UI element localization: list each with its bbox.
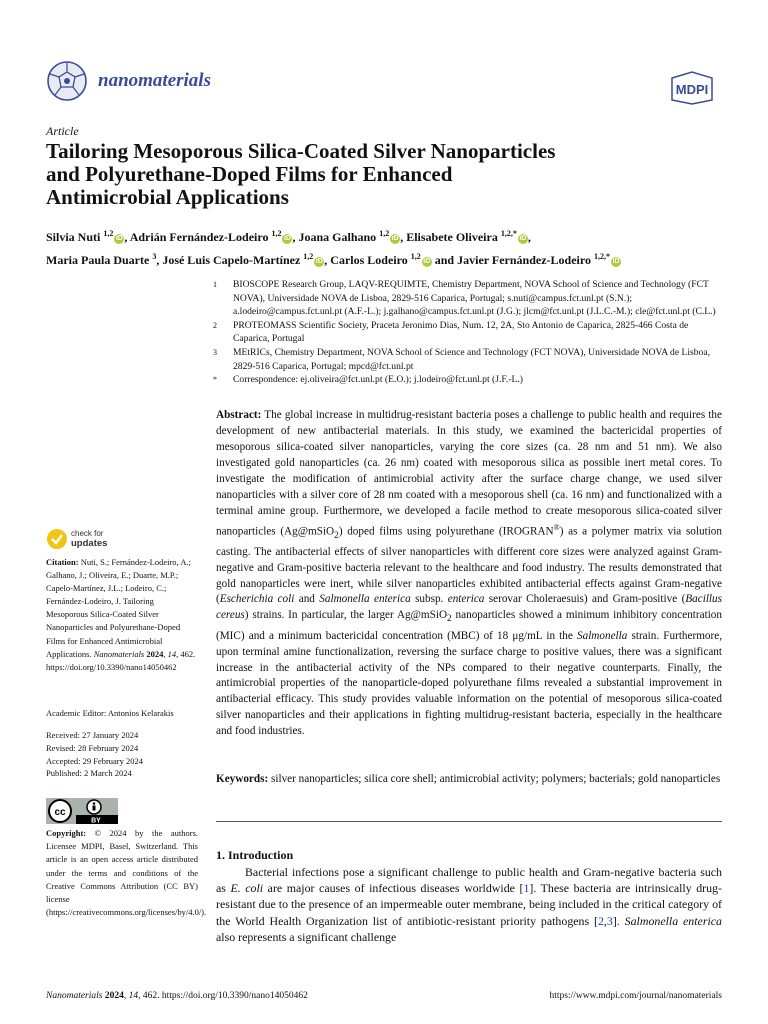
body-text: also represents a significant challenge (216, 929, 397, 944)
orcid-icon[interactable]: iD (519, 235, 527, 242)
affiliation-mark: 1 (213, 280, 217, 289)
subscript: 2 (334, 530, 339, 541)
keywords-text: silver nanoparticles; silica core shell; antimicrobial activity; polymers; bacterials; gold nanoparticles (271, 773, 721, 785)
citation-year: 2024 (146, 648, 164, 659)
affiliation-text: BIOSCOPE Research Group, LAQV-REQUIMTE, Chemistry Department, NOVA School of Science and Technology (FCT NOVA), Universidade NOVA de Lisboa, 2829-516 Caparica, Portugal; s.nuti@campus.fct.unl.pt (S.N.); a.lodeiro@campus.fct.unl.pt (A.F.-L.); j.galhano@campus.fct.unl.pt (J.G.); jlcm@fct.unl.pt (J.L.C.-M.); cle@fct.unl.pt (C.L.) (233, 279, 716, 318)
abstract-text: The global increase in multidrug-resistant bacteria poses a challenge to public health and requires the development of new antibacterial materials. In this study, we examined the bactericidal properties of mesoporous silica-coated silver nanoparticles, varying the core sizes (ca. 28 nm and 51 nm). We also investigated gold nanoparticles (ca. 26 nm) coated with mesoporous silica as possible inert metal cores. To investigate the modification of antimicrobial activity after the surface charge change, we used silver nanoparticles with a silver core of 28 nm coated with a mesoporous shell (ca. 16 nm) and functionalized with a terminal amine group. Furthermore, we developed a facile method to create mesoporous silica-coated silver nanoparticles (Ag@mSiO (216, 409, 722, 538)
abstract-text: ) as a polymer matrix via solution casting. The antibacterial effects of silver nanoparticles with different core sizes were analyzed against Gram-negative and Gram-positive bacteria relevant to the healthcare and food industry. The results demonstrated that gold nanoparticles were inert, while silver nanoparticles exhibited antibacterial effects against Gram-negative ( (216, 525, 722, 606)
copyright-label: Copyright: (46, 828, 87, 838)
species-name: Escherichia coli (219, 593, 295, 606)
footer-journal: Nanomaterials (46, 991, 103, 1001)
author-name[interactable]: José Luis Capelo-Martínez (162, 253, 301, 267)
author-aff: 1,2 (379, 229, 390, 238)
body-text: are major causes of infectious diseases worldwide [ (263, 881, 524, 896)
author-aff: 1,2 (303, 252, 314, 261)
author-name[interactable]: Maria Paula Duarte (46, 253, 150, 267)
reference-link[interactable]: 1 (523, 881, 530, 896)
journal-name[interactable]: nanomaterials (98, 70, 211, 91)
title-line: Antimicrobial Applications (46, 185, 289, 209)
author-aff: 1,2 (410, 252, 421, 261)
author-aff: 1,2 (103, 229, 114, 238)
abstract-text: serovar Choleraesuis) and Gram-positive ( (484, 593, 686, 606)
affiliation-mark: * (213, 375, 217, 385)
revised-date: Revised: 28 February 2024 (46, 742, 139, 753)
copyright-text: © 2024 by the authors. Licensee MDPI, Basel, Switzerland. This article is an open access article distributed under the terms and conditions of the Creative Commons Attribution (CC BY) license (https://creativecommons.org/licenses/by/4.0/). (46, 828, 207, 918)
species-name: enterica (447, 593, 485, 606)
species-name: Salmonella enterica (624, 913, 722, 928)
affiliation-text: PROTEOMASS Scientific Society, Praceta Jeronimo Dias, Num. 12, 2A, Sto Antonio de Caparica, 2825-466 Costa de Caparica, Portugal (233, 319, 689, 345)
registered-mark: ® (553, 522, 560, 532)
abstract-text: strain. Furthermore, upon terminal amine functionalization, reversing the surface charge to positive values, there was a significant increase in the antibacterial activity of the NPs compared to their negative counterparts. Finally, the antimicrobial properties of the nanoparticle-doped polyurethane films revealed a substantial improvement in antibacterial efficacy. This study provides valuable information on the potential of mesoporous silica-coated silver nanoparticles and their applications in fighting multidrug-resistant bacteria, especially in the healthcare and food industries. (216, 629, 722, 738)
citation-label: Citation: (46, 557, 79, 567)
correspondence-text: Correspondence: ej.oliveira@fct.unl.pt (E.O.); j.lodeiro@fct.unl.pt (J.F.-L.) (233, 374, 523, 386)
author-name[interactable]: Joana Galhano (298, 230, 377, 244)
check-updates-icon (46, 528, 68, 550)
author-name[interactable]: Adrián Fernández-Lodeiro (129, 230, 269, 244)
journal-logo-icon (46, 60, 88, 102)
keywords-label: Keywords: (216, 773, 269, 785)
orcid-icon[interactable]: iD (283, 235, 291, 242)
affiliation-item (213, 319, 723, 346)
author-name[interactable]: Javier Fernández-Lodeiro (457, 253, 591, 267)
svg-text:cc: cc (54, 807, 66, 818)
section-heading: 1. Introduction (216, 848, 294, 862)
received-date: Received: 27 January 2024 (46, 730, 139, 740)
reference-link[interactable]: 2 (597, 913, 604, 928)
author-list: Silvia Nuti $^{1,2}$iD , Adrián Fernández-Lodeiro $^{1,2}$iD , Joana Galhano $^{1,2}$iD , Elisabete Oliveira $^{1,2,*}$iD , Maria Paula Duarte $^3$, José Luis Capelo-Martínez $^{1,2}$iD , Carlos Lodeiro $^{1,2}$iD and Javier Fernández-Lodeiro $^{1,2,*}$iD (46, 229, 620, 267)
article-type: Article (46, 124, 79, 138)
abstract-text: and (294, 593, 320, 606)
academic-editor: Academic Editor: Antonios Kelarakis (46, 708, 174, 718)
keywords (216, 772, 722, 788)
affiliation-item (213, 346, 723, 373)
abstract-text: ) strains. In particular, the larger Ag@mSiO (244, 609, 448, 622)
section-divider (216, 821, 722, 822)
author-aff: 1,2,* (500, 229, 517, 238)
article-title (46, 140, 726, 209)
orcid-icon[interactable]: iD (391, 235, 399, 242)
orcid-icon[interactable]: iD (423, 258, 431, 265)
mdpi-logo-icon[interactable] (666, 70, 718, 106)
author-name[interactable]: Elisabete Oliveira (406, 230, 498, 244)
body-text: , (603, 913, 607, 928)
accepted-date: Accepted: 29 February 2024 (46, 755, 144, 766)
check-for-updates-button[interactable] (46, 528, 120, 552)
correspondence (213, 373, 723, 387)
author-aff: 1,2 (271, 229, 282, 238)
orcid-icon[interactable]: iD (612, 258, 620, 265)
author-name[interactable]: Silvia Nuti (46, 230, 101, 244)
cc-label: BY (91, 817, 101, 824)
reference-link[interactable]: 3 (606, 913, 613, 928)
abstract-label: Abstract: (216, 409, 262, 421)
affiliation-mark: 3 (213, 347, 217, 357)
species-name: Salmonella enterica (319, 593, 411, 606)
footer-doi[interactable]: , 462. https://doi.org/10.3390/nano14050462 (138, 991, 308, 1001)
author-name[interactable]: Carlos Lodeiro (330, 253, 408, 267)
subscript: 2 (447, 614, 452, 625)
affiliation-mark: 2 (213, 320, 217, 330)
footer-volume: 14 (128, 991, 139, 1001)
check-updates-line2: updates (71, 538, 108, 549)
affiliations (213, 278, 723, 387)
footer-year: 2024 (104, 991, 124, 1001)
orcid-icon[interactable]: iD (115, 235, 123, 242)
abstract-text: nanoparticles showed a minimum inhibitory concentration (MIC) and a minimum bactericidal concentration (MBC) of 18 μg/mL in the (216, 609, 722, 642)
species-name: Salmonella (577, 629, 628, 642)
publisher-name: MDPI (675, 82, 709, 97)
check-updates-line1: check for (71, 529, 104, 538)
citation-volume: 14 (167, 648, 177, 659)
body-text: ]. These bacteria are intrinsically drug-resistant due to the presence of an impermeable outer membrane, being included in the critical category of the World Health Organization list of antibiotic-resistant priority pathogens [ (216, 881, 722, 928)
abstract-text: subsp. (410, 593, 448, 606)
author-aff: 1,2,* (593, 252, 610, 261)
published-date: Published: 2 March 2024 (46, 768, 132, 779)
footer-citation: Nanomaterials 2024, 14, 462. https://doi.org/10.3390/nano14050462 (46, 991, 308, 1001)
body-text: Bacterial infections pose a significant challenge to public health and Gram-negative bacteria such as (216, 865, 722, 896)
species-name: E. coli (230, 881, 264, 896)
citation-text: Nuti, S.; Fernández-Lodeiro, A.; Galhano, J.; Oliveira, E.; Duarte, M.P.; Capelo-Martínez, J.L.; Lodeiro, C.; Fernández-Lodeiro, J. Tailoring Mesoporous Silica-Coated Silver Nanoparticles and Polyurethane-Doped Films for Enhanced Antimicrobial Applications. (46, 557, 191, 659)
citation-doi[interactable]: , 462. https://doi.org/10.3390/nano14050462 (46, 648, 196, 672)
body-text: ]. (612, 913, 625, 928)
affiliation-text: MEtRICs, Chemistry Department, NOVA School of Science and Technology (FCT NOVA), Universidade NOVA de Lisboa, 2829-516 Caparica, Portugal; mpcd@fct.unl.pt (233, 346, 711, 372)
intro-paragraph (216, 864, 722, 945)
title-line: and Polyurethane-Doped Films for Enhanced (46, 162, 453, 186)
publication-dates (46, 729, 143, 780)
title-line: Tailoring Mesoporous Silica-Coated Silver Nanoparticles (46, 139, 556, 163)
footer-journal-url[interactable]: https://www.mdpi.com/journal/nanomaterials (549, 991, 722, 1001)
citation: Citation: Nuti, S.; Fernández-Lodeiro, A.; Galhano, J.; Oliveira, E.; Duarte, M.P.; Capelo-Martínez, J.L.; Lodeiro, C.; Fernández-Lodeiro, J. Tailoring Mesoporous Silica-Coated Silver Nanoparticles and Polyurethane-Doped Films for Enhanced Antimicrobial Applications. Nanomaterials 2024, 14, 462. https://doi.org/10.3390/nano14050462 (46, 557, 196, 672)
copyright (46, 827, 207, 919)
author-aff: 3 (152, 252, 157, 261)
cc-by-license-icon[interactable] (46, 798, 118, 824)
citation-journal: Nanomaterials (93, 648, 145, 659)
abstract (216, 408, 722, 740)
species-name: Bacillus cereus (216, 593, 722, 622)
abstract-text: ) doped films using polyurethane (IROGRAN (338, 525, 554, 538)
affiliation-item (213, 278, 723, 319)
orcid-icon[interactable]: iD (315, 258, 323, 265)
